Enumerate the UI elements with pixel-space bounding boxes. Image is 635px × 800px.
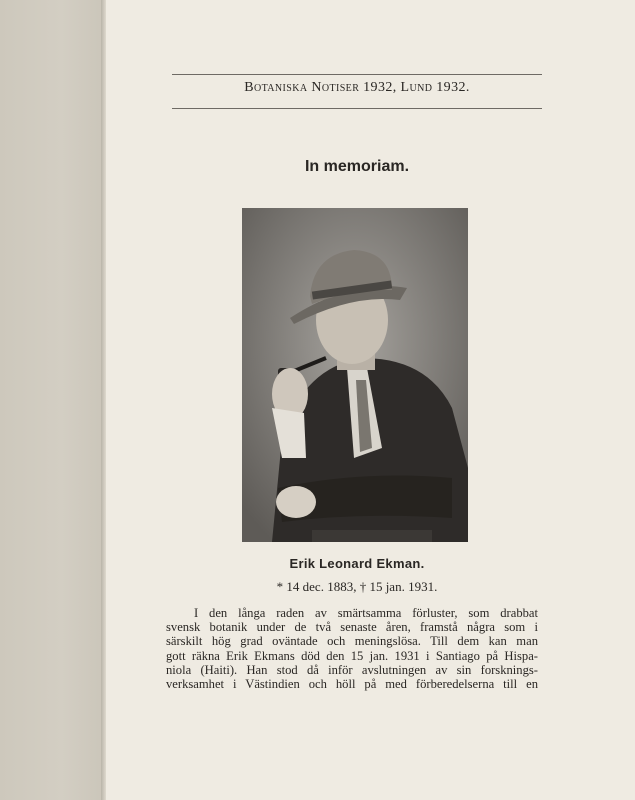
portrait-caption-name: Erik Leonard Ekman.: [289, 556, 425, 571]
portrait-photo: [242, 208, 468, 542]
page-title: In memoriam.: [304, 158, 410, 175]
header-rule-top: [172, 74, 542, 75]
body-paragraph: [166, 606, 538, 691]
header-rule-bottom: [172, 108, 542, 109]
body-line: niola (Haiti). Han stod då inför avslutningen av sin forsknings-: [166, 662, 538, 677]
body-line: gott räkna Erik Ekmans död den 15 jan. 1931 i Santiago på Hispa-: [166, 648, 538, 663]
facing-page: [0, 0, 103, 800]
running-header: Botaniska Notiser 1932, Lund 1932.: [244, 80, 470, 95]
portrait-illustration: [242, 208, 468, 542]
body-line: svensk botanik under de två senaste åren, framstå några som i: [166, 620, 538, 635]
body-line: verksamhet i Västindien och höll på med förberedelserna till en: [166, 677, 538, 692]
portrait-caption-dates: * 14 dec. 1883, † 15 jan. 1931.: [276, 579, 438, 594]
body-line: särskilt hög grad oväntade och meningslösa. Till dem kan man: [166, 634, 538, 649]
body-line: I den långa raden av smärtsamma förluster, som drabbat: [194, 606, 538, 620]
